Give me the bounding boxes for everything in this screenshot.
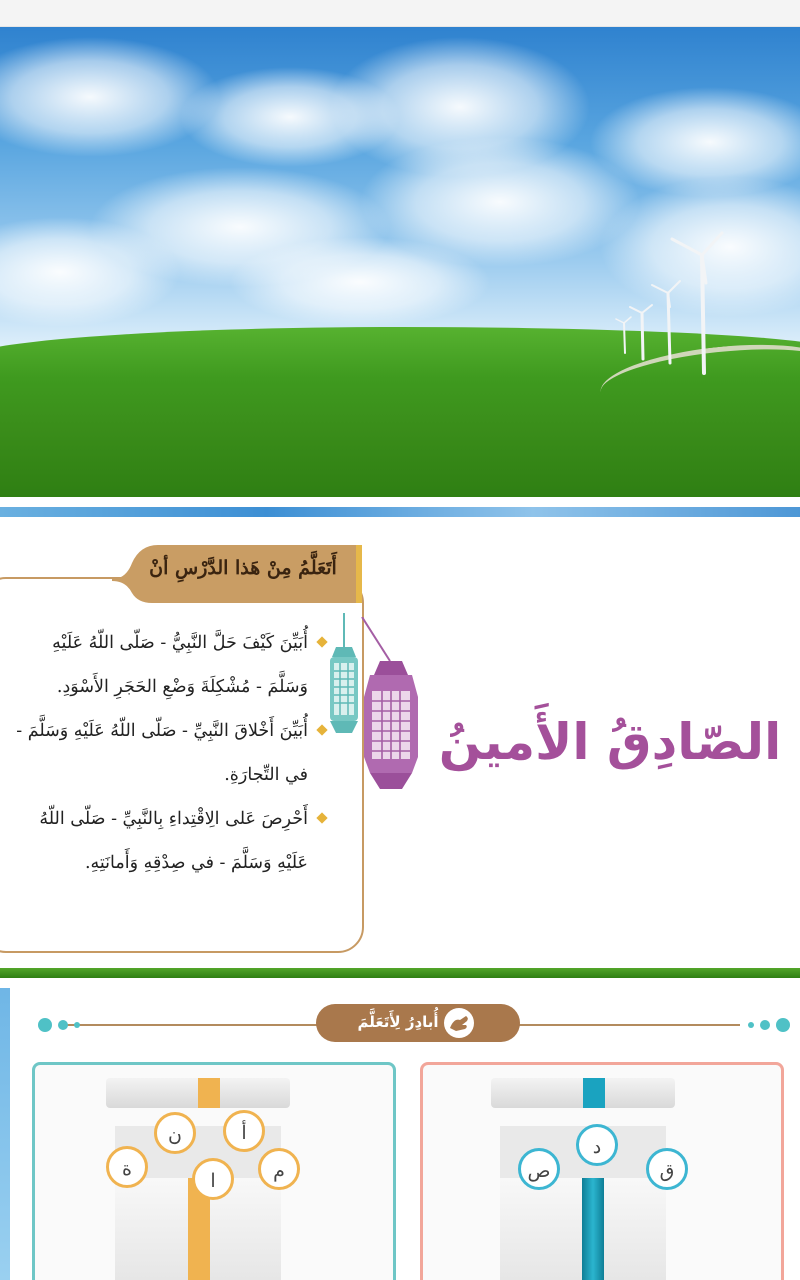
objective-text: أُبَيِّنَ أَخْلاقَ النَّبِيِّ - صَلّى اللّهُ عَلَيْهِ وَسَلَّمَ - في التِّجارَةِ. [16,721,308,785]
decor-dot [38,1018,52,1032]
box-ribbon [198,1078,220,1108]
letter-tile[interactable]: ا [192,1158,234,1200]
slide-separator [0,968,800,978]
list-item [10,709,326,797]
decor-dot [748,1022,754,1028]
slide-separator [0,507,800,517]
objectives-slide[interactable] [0,517,800,968]
slide-gap [0,497,800,507]
landscape-slide[interactable] [0,27,800,497]
lantern-icon [356,617,426,797]
letter-tile[interactable]: ق [646,1148,688,1190]
objectives-list [10,621,326,885]
list-item [10,797,326,885]
objective-text: أَحْرِصَ عَلى الِاقْتِداءِ بِالنَّبِيِّ - صَلّى اللّهُ عَلَيْهِ وَسَلَّمَ - في صِدْقِهِ وَأَمانَتِهِ. [39,809,308,873]
decor-dot [760,1020,770,1030]
letter-tile[interactable]: ص [518,1148,560,1190]
letter-tile[interactable]: ة [106,1146,148,1188]
decor-dot [74,1022,80,1028]
lesson-title: الصّادِقُ الأَمينُ [438,713,782,771]
hands-icon [444,1008,474,1038]
activity-header-label: أُبادِرُ لِأَتَعَلَّمَ [357,1013,439,1031]
decor-dot [58,1020,68,1030]
list-item [10,621,326,709]
letter-tile[interactable]: د [576,1124,618,1166]
activity-slide[interactable] [0,978,800,1280]
cloud [230,237,490,327]
box-ribbon [582,1178,604,1280]
objective-text: أُبَيِّنَ كَيْفَ حَلَّ النَّبِيُّ - صَلّى اللّهُ عَلَيْهِ وَسَلَّمَ - مُشْكِلَةَ وَضْعِ الحَجَرِ الأَسْوَدِ. [52,633,308,697]
decor-dot [776,1018,790,1032]
letter-tile[interactable]: أ [223,1110,265,1152]
wind-turbine-icon [600,227,800,387]
diamond-bullet-icon [316,812,327,823]
letter-tile[interactable]: ن [154,1112,196,1154]
top-strip [0,0,800,27]
box-ribbon [583,1078,605,1108]
objectives-heading: أَتَعَلَّمُ مِنْ هَذا الدَّرْسِ أنْ [149,557,337,579]
slide-edge [0,988,10,1280]
letter-tile[interactable]: م [258,1148,300,1190]
